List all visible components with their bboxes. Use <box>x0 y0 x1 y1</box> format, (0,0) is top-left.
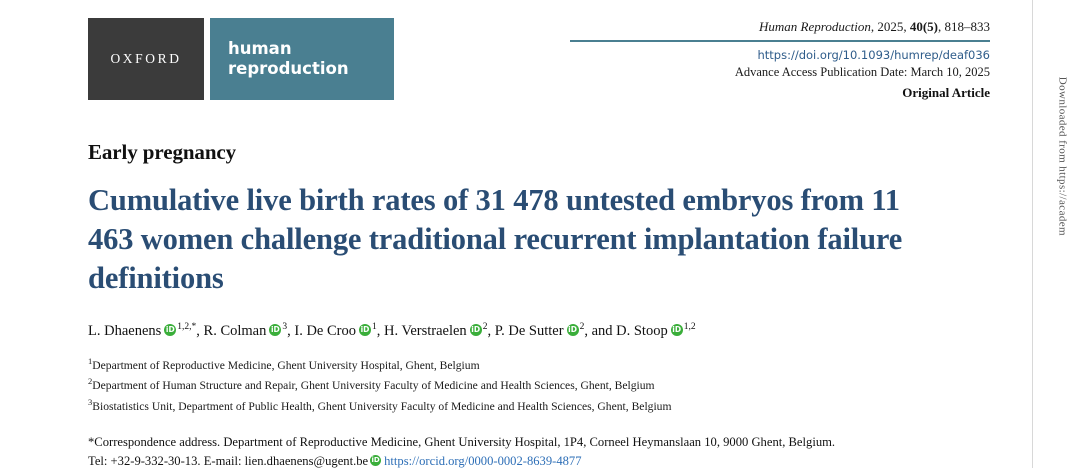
affiliation-item <box>88 375 950 396</box>
citation-volume-issue: 40(5) <box>909 19 938 34</box>
download-watermark: Downloaded from https://academ <box>1056 76 1068 236</box>
affiliation-text: Department of Human Structure and Repair, Ghent University Faculty of Medicine and Health Sciences, Ghent, Belgium <box>92 379 655 393</box>
author-entry <box>384 323 487 339</box>
author-name: L. Dhaenens <box>88 322 162 339</box>
article-head <box>88 140 950 472</box>
correspondence-address: *Correspondence address. Department of Reproductive Medicine, Ghent University Hospital, 1P4, Corneel Heymanslaan 10, 9000 Ghent, Belgium. <box>88 434 836 449</box>
author-affil-marker: 3 <box>282 322 288 333</box>
affiliation-list <box>88 355 950 417</box>
page-edge-divider <box>1032 0 1033 468</box>
author-name: D. Stoop <box>616 322 668 339</box>
paper-header <box>88 18 990 118</box>
author-name: R. Colman <box>203 322 267 339</box>
advance-access-date: Advance Access Publication Date: March 10, 2025 <box>734 65 990 80</box>
author-name: I. De Croo <box>294 322 356 339</box>
citation-year: 2025 <box>877 19 904 34</box>
author-entry <box>88 323 196 339</box>
correspondence-contact-text: Tel: +32-9-332-30-13. E-mail: lien.dhaenens@ugent.be <box>88 454 369 469</box>
author-affil-marker: 2 <box>482 322 488 333</box>
citation-pages: 818–833 <box>944 19 990 34</box>
orcid-icon[interactable] <box>370 455 381 466</box>
author-conjunction: and <box>591 322 617 339</box>
affiliation-marker: 1 <box>88 355 93 366</box>
journal-logo-line1: human <box>228 39 292 59</box>
oxford-university-press-logo <box>88 18 204 100</box>
orcid-icon[interactable] <box>359 324 371 336</box>
affiliation-marker: 2 <box>88 376 93 387</box>
article-title: Cumulative live birth rates of 31 478 untested embryos from 11 463 women challenge traditional recurrent implantation failure definitions <box>88 183 903 296</box>
affiliation-item <box>88 355 950 376</box>
citation-line: Human Reproduction, 2025, 40(5), 818–833 <box>759 19 990 34</box>
orcid-link[interactable]: https://orcid.org/0000-0002-8639-4877 <box>384 454 582 469</box>
logo-group <box>88 18 394 100</box>
orcid-icon[interactable] <box>470 324 482 336</box>
oxford-logo-text: OXFORD <box>110 51 182 66</box>
correspondence-block <box>88 433 950 472</box>
journal-logo-line2: reproduction <box>228 59 349 78</box>
author-name: P. De Sutter <box>494 322 564 339</box>
author-entry <box>616 323 695 339</box>
author-name: H. Verstraelen <box>384 322 467 339</box>
author-affil-marker: 1 <box>372 322 377 333</box>
author-affil-marker: 1,2 <box>683 322 696 333</box>
correspondence-contact <box>88 452 950 472</box>
orcid-icon[interactable] <box>269 324 281 336</box>
orcid-icon[interactable] <box>671 324 683 336</box>
doi-link[interactable]: https://doi.org/10.1093/humrep/deaf036 <box>757 48 990 63</box>
orcid-icon[interactable] <box>567 324 579 336</box>
orcid-icon[interactable] <box>164 324 176 336</box>
journal-section-label: Early pregnancy <box>88 140 237 164</box>
affiliation-text: Department of Reproductive Medicine, Ghent University Hospital, Ghent, Belgium <box>92 358 480 372</box>
author-entry <box>204 323 288 339</box>
author-entry <box>294 323 376 339</box>
author-list: L. Dhaenens iD $^{1,2,*}$, R. Colman iD $^3$, I. De Croo iD $^1$, H. Verstraelen iD $^2$, P. De Sutter iD $^2$, and D. Stoop iD $^{1,2}$ <box>88 320 950 343</box>
author-entry <box>495 323 585 339</box>
human-reproduction-journal-logo <box>210 18 394 100</box>
citation-journal-name: Human Reproduction <box>759 19 871 34</box>
affiliation-item <box>88 396 950 417</box>
article-type-label: Original Article <box>902 84 990 100</box>
citation-divider <box>570 40 990 43</box>
author-affil-marker: 2 <box>579 322 585 333</box>
affiliation-marker: 3 <box>88 396 93 407</box>
citation-block <box>570 18 990 101</box>
affiliation-text: Biostatistics Unit, Department of Public Health, Ghent University Faculty of Medicine and Health Sciences, Ghent, Belgium <box>92 399 672 413</box>
author-affil-marker: 1,2,* <box>177 322 197 333</box>
